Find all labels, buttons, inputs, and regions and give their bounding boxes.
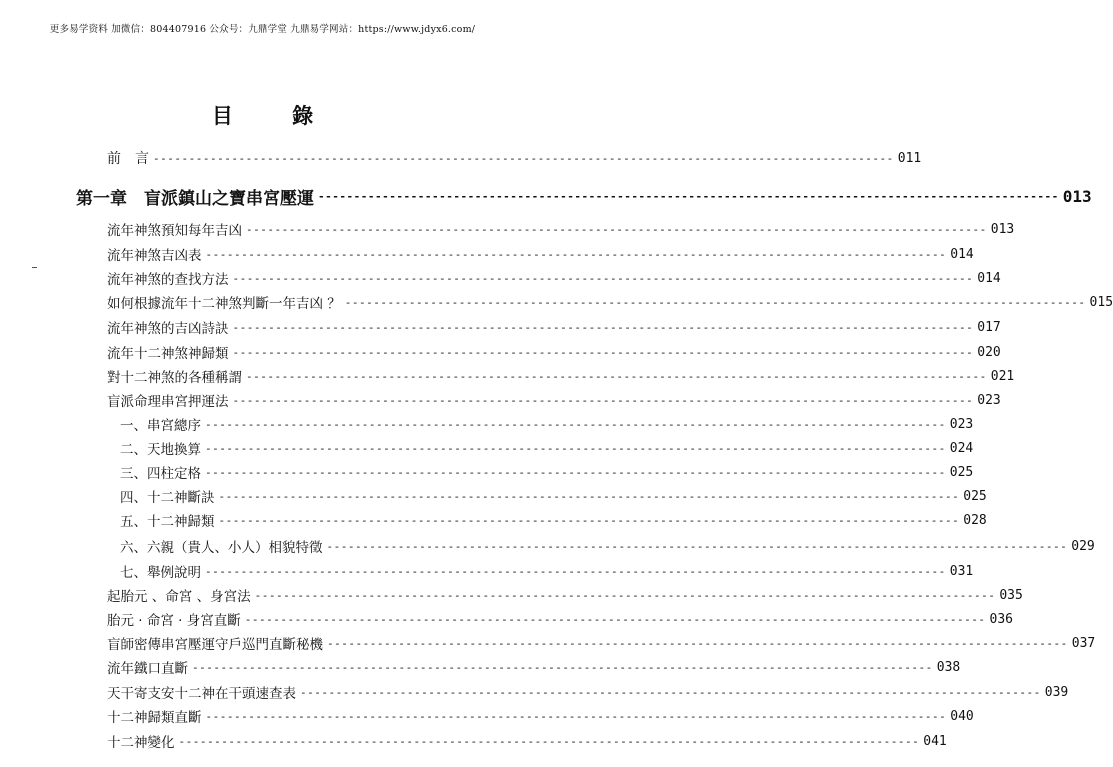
toc-leader: -------------------------------------------------------------------------------------------------------- xyxy=(205,417,946,431)
toc-leader: -------------------------------------------------------------------------------------------------------- xyxy=(318,189,1059,203)
toc-entry[interactable] xyxy=(107,390,1001,410)
toc-entry-page: 017 xyxy=(977,319,1001,335)
toc-entry-page: 038 xyxy=(936,659,961,675)
toc-entry-page: 020 xyxy=(977,344,1001,360)
toc-leader: -------------------------------------------------------------------------------------------------------- xyxy=(178,734,920,748)
toc-subentry[interactable] xyxy=(120,536,1095,556)
toc-leader: -------------------------------------------------------------------------------------------------------- xyxy=(205,564,946,578)
toc-leader: -------------------------------------------------------------------------------------------------------- xyxy=(192,660,933,674)
toc-entry-label: 流年鐵口直斷 xyxy=(107,661,188,677)
toc-entry-label: 十二神變化 xyxy=(107,735,175,751)
toc-subentry[interactable] xyxy=(120,414,974,434)
toc-entry-label: 三、四柱定格 xyxy=(120,466,201,482)
toc-entry[interactable] xyxy=(107,682,1069,702)
toc-entry-page: 037 xyxy=(1071,635,1096,651)
toc-entry-page: 040 xyxy=(950,708,974,724)
toc-entry-page: 011 xyxy=(897,150,922,166)
toc-entry-label: 四、十二神斷訣 xyxy=(120,490,215,506)
toc-subentry[interactable] xyxy=(120,510,987,530)
toc-entry[interactable] xyxy=(107,219,1015,239)
toc-leader: -------------------------------------------------------------------------------------------------------- xyxy=(326,539,1068,553)
toc-leader: -------------------------------------------------------------------------------------------------------- xyxy=(218,513,960,527)
toc-entry-label: 盲派命理串宮押運法 xyxy=(107,394,229,410)
toc-entry-label: 五、十二神歸類 xyxy=(120,514,215,530)
toc-leader: -------------------------------------------------------------------------------------------------------- xyxy=(205,465,946,479)
toc-entry[interactable] xyxy=(107,342,1001,362)
toc-entry-page: 035 xyxy=(999,587,1023,603)
toc-entry-label: 對十二神煞的各種稱謂 xyxy=(107,370,242,386)
toc-entry-page: 015 xyxy=(1089,294,1113,310)
toc-subentry[interactable] xyxy=(120,486,987,506)
toc-entry-label: 天干寄支安十二神在干頭速查表 xyxy=(107,686,296,702)
toc-entry-page: 013 xyxy=(1062,186,1092,206)
toc-entry[interactable] xyxy=(107,706,974,726)
toc-entry-label: 流年神煞的吉凶詩訣 xyxy=(107,321,229,337)
toc-entry-page: 039 xyxy=(1044,684,1069,700)
toc-entry-label: 流年神煞的查找方法 xyxy=(107,272,229,288)
toc-entry-page: 024 xyxy=(949,440,974,456)
toc-entry[interactable] xyxy=(107,633,1096,653)
toc-entry-page: 029 xyxy=(1071,538,1095,554)
toc-entry-label: 十二神歸類直斷 xyxy=(107,710,202,726)
toc-entry[interactable] xyxy=(107,292,1113,312)
toc-entry-page: 023 xyxy=(977,392,1001,408)
toc-entry-page: 014 xyxy=(977,270,1001,286)
toc-leader: -------------------------------------------------------------------------------------------------------- xyxy=(344,295,1086,309)
toc-entry-label: 流年神煞吉凶表 xyxy=(107,248,202,264)
toc-leader: -------------------------------------------------------------------------------------------------------- xyxy=(205,247,947,261)
toc-entry-label: 前 言 xyxy=(107,151,149,167)
page-header: 更多易学资料 加微信：804407916 公众号：九鼎学堂 九鼎易学网站：https://www.jdyx6.com/ xyxy=(49,24,476,35)
toc-entry-label: 流年十二神煞神歸類 xyxy=(107,346,229,362)
toc-subentry[interactable] xyxy=(120,438,974,458)
toc-entry-label: 七、舉例說明 xyxy=(120,565,201,581)
toc-entry-page: 023 xyxy=(949,416,974,432)
toc-leader: -------------------------------------------------------------------------------------------------------- xyxy=(327,636,1068,650)
toc-leader: -------------------------------------------------------------------------------------------------------- xyxy=(246,369,987,383)
toc-entry-page: 025 xyxy=(963,488,987,504)
toc-entry[interactable] xyxy=(107,657,961,677)
toc-entry-page: 013 xyxy=(990,221,1015,237)
toc-leader: -------------------------------------------------------------------------------------------------------- xyxy=(232,393,974,407)
toc-leader: -------------------------------------------------------------------------------------------------------- xyxy=(232,345,974,359)
toc-leader: -------------------------------------------------------------------------------------------------------- xyxy=(254,588,996,602)
toc-entry-label: 六、六親（貴人、小人）相貌特徵 xyxy=(120,540,323,556)
toc-leader: -------------------------------------------------------------------------------------------------------- xyxy=(300,685,1041,699)
toc-entry[interactable] xyxy=(107,366,1015,386)
toc-subentry[interactable] xyxy=(120,561,974,581)
toc-entry-label: 胎元 · 命宮 · 身宮直斷 xyxy=(107,613,241,629)
toc-entry-label: 起胎元 、命宮 、身宮法 xyxy=(107,589,251,605)
margin-mark xyxy=(32,267,37,268)
toc-entry-chapter-1[interactable] xyxy=(76,184,1092,209)
toc-entry-label: 如何根據流年十二神煞判斷一年吉凶 ？ xyxy=(107,296,341,312)
toc-leader: -------------------------------------------------------------------------------------------------------- xyxy=(246,222,987,236)
page-title: 目 錄 xyxy=(211,103,340,128)
toc-entry-label: 第一章 盲派鎮山之寶串宮壓運 xyxy=(76,188,314,209)
toc-entry-page: 025 xyxy=(949,464,974,480)
toc-leader: -------------------------------------------------------------------------------------------------------- xyxy=(153,151,894,165)
toc-entry-page: 036 xyxy=(989,611,1013,627)
toc-entry-label: 流年神煞預知每年吉凶 xyxy=(107,223,242,239)
toc-leader: -------------------------------------------------------------------------------------------------------- xyxy=(205,441,946,455)
toc-entry-label: 一、串宮總序 xyxy=(120,418,201,434)
toc-leader: -------------------------------------------------------------------------------------------------------- xyxy=(244,612,986,626)
toc-entry-page: 021 xyxy=(990,368,1015,384)
toc-entry[interactable] xyxy=(107,731,947,751)
toc-entry[interactable] xyxy=(107,244,974,264)
toc-entry-preface[interactable] xyxy=(107,148,922,168)
toc-entry-page: 041 xyxy=(923,733,947,749)
toc-entry-page: 031 xyxy=(949,563,974,579)
toc-entry-page: 028 xyxy=(963,512,987,528)
toc-leader: -------------------------------------------------------------------------------------------------------- xyxy=(232,271,974,285)
toc-entry-page: 014 xyxy=(950,246,974,262)
toc-entry[interactable] xyxy=(107,609,1013,629)
toc-entry-label: 二、天地換算 xyxy=(120,442,201,458)
toc-subentry[interactable] xyxy=(120,462,974,482)
toc-entry-label: 盲師密傳串宮壓運守戶巡門直斷秘機 xyxy=(107,637,323,653)
toc-entry[interactable] xyxy=(107,317,1001,337)
toc-leader: -------------------------------------------------------------------------------------------------------- xyxy=(205,709,947,723)
toc-entry[interactable] xyxy=(107,268,1001,288)
toc-entry[interactable] xyxy=(107,585,1023,605)
toc-leader: -------------------------------------------------------------------------------------------------------- xyxy=(218,489,960,503)
toc-leader: -------------------------------------------------------------------------------------------------------- xyxy=(232,320,974,334)
